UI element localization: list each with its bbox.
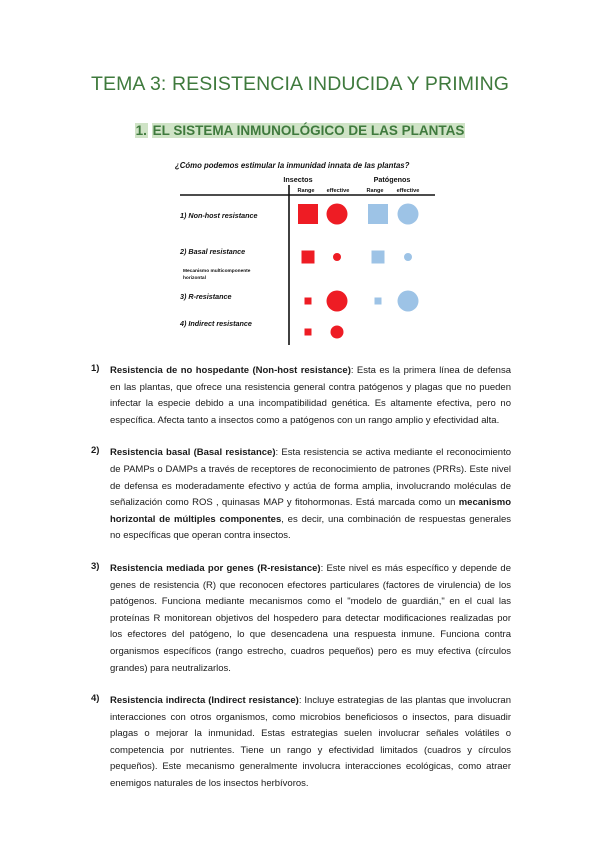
- item-text: : Esta es la primera línea de defensa en las plantas, que ofrece una resistencia general contra patógenos y plagas que no pueden infectar la especie debido a una incompatibilidad genética. Es altamente efectiva, pero no específica. Afecta tanto a insectos como a patógenos con un rango amplio y efectividad alta.: [110, 365, 511, 426]
- item-heading: Resistencia basal (Basal resistance): [110, 447, 276, 459]
- list-item: [91, 445, 511, 545]
- figure-subheader-pathogen-range: Range: [366, 188, 384, 194]
- item-emphasis: mecanismo horizontal de múltiples componentes: [110, 497, 511, 525]
- range-square-mark: [372, 251, 385, 264]
- item-paragraph: [110, 445, 511, 545]
- effective-circle-mark: [333, 253, 341, 261]
- list-item: [91, 693, 511, 793]
- range-square-mark: [305, 298, 312, 305]
- item-text: : Este nivel es más específico y depende de genes de resistencia (R) que reconocen efectores particulares (factores de virulencia) de los patógenos. Funciona mediante mecanismos como el "modelo de guardián," en el cual las proteínas R monitorean objetivos del hospedero para detectar modificaciones realizadas por los efectores del patógeno, lo que desencadena una respuesta inmune. Funciona contra organismos específicos (rango estrecho, cuadros pequeños) pero es muy efectiva (círculos grandes) para neutralizarlos.: [110, 562, 511, 674]
- figure-question: ¿Cómo podemos estimular la inmunidad innata de las plantas?: [175, 161, 410, 170]
- figure-group-insectos: Insectos: [283, 175, 313, 184]
- figure-subheader-insect-range: Range: [297, 188, 315, 194]
- item-heading: Resistencia de no hospedante (Non-host resistance): [110, 365, 351, 376]
- item-text: : Incluye estrategias de las plantas que involucran interacciones con otros organismos, como microbios beneficiosos o insectos, para disuadir plagas o mejorar la inmunidad. Estas estrategias suelen involucrar señales volátiles o competencia por nutrientes. Tiene un rango y efectividad limitados (cuadros y círculos pequeños). Este mecanismo generalmente involucra interacciones ecológicas, como atraer enemigos naturales de los insectos herbívoros.: [110, 695, 512, 790]
- section-label: EL SISTEMA INMUNOLÓGICO DE LAS PLANTAS: [152, 123, 465, 138]
- effective-circle-mark: [398, 291, 419, 312]
- list-item: [91, 363, 511, 429]
- effective-circle-mark: [398, 204, 419, 225]
- range-square-mark: [298, 204, 318, 224]
- range-square-mark: [368, 204, 388, 224]
- item-paragraph: [110, 363, 511, 429]
- item-tail: , es decir, una combinación de respuestas generales no específicas que operan contra insectos.: [110, 513, 511, 542]
- figure-subheader-pathogen-effective: effective: [396, 188, 420, 194]
- range-square-mark: [302, 251, 315, 264]
- page-title: TEMA 3: RESISTENCIA INDUCIDA Y PRIMING: [90, 73, 510, 95]
- item-number: 1): [91, 363, 100, 374]
- range-square-mark: [305, 329, 312, 336]
- immunity-figure: [170, 157, 440, 347]
- item-text: : Esta resistencia se activa mediante el reconocimiento de PAMPs o DAMPs a través de receptores de reconocimiento de patrones (PRRs). Este nivel de defensa es moderadamente efectivo y actúa de forma amplia, involucrando moléculas de señalización como ROS , quinasas MAP y fitohormonas. Está marcada como un: [110, 447, 512, 509]
- item-heading: Resistencia indirecta (Indirect resistance): [110, 695, 299, 707]
- figure-row-label-4: 4) Indirect resistance: [180, 319, 252, 328]
- range-square-mark: [375, 298, 382, 305]
- section-heading: [0, 123, 600, 138]
- figure-note-line2: horizontal: [183, 276, 206, 281]
- resistance-list: [91, 363, 511, 793]
- figure-row-label-3: 3) R-resistance: [180, 292, 232, 301]
- list-item: [91, 561, 511, 677]
- figure-group-patogenos: Patógenos: [373, 175, 411, 184]
- effective-circle-mark: [404, 253, 412, 261]
- figure-subheader-insect-effective: effective: [326, 188, 350, 194]
- item-heading: Resistencia mediada por genes (R-resistance): [110, 562, 321, 574]
- effective-circle-mark: [331, 326, 344, 339]
- item-paragraph: [110, 693, 511, 793]
- item-number: 4): [91, 693, 100, 705]
- effective-circle-mark: [327, 204, 348, 225]
- figure-row-label-2: 2) Basal resistance: [180, 247, 246, 256]
- figure-marks: [298, 204, 419, 339]
- item-number: 3): [91, 560, 100, 572]
- figure-note-line1: Mecanismo multicomponente: [183, 269, 251, 274]
- section-number: 1.: [135, 123, 147, 138]
- figure-row-label-1: 1) Non-host resistance: [180, 211, 258, 220]
- effective-circle-mark: [327, 291, 348, 312]
- item-number: 2): [91, 445, 100, 457]
- item-paragraph: [110, 561, 511, 677]
